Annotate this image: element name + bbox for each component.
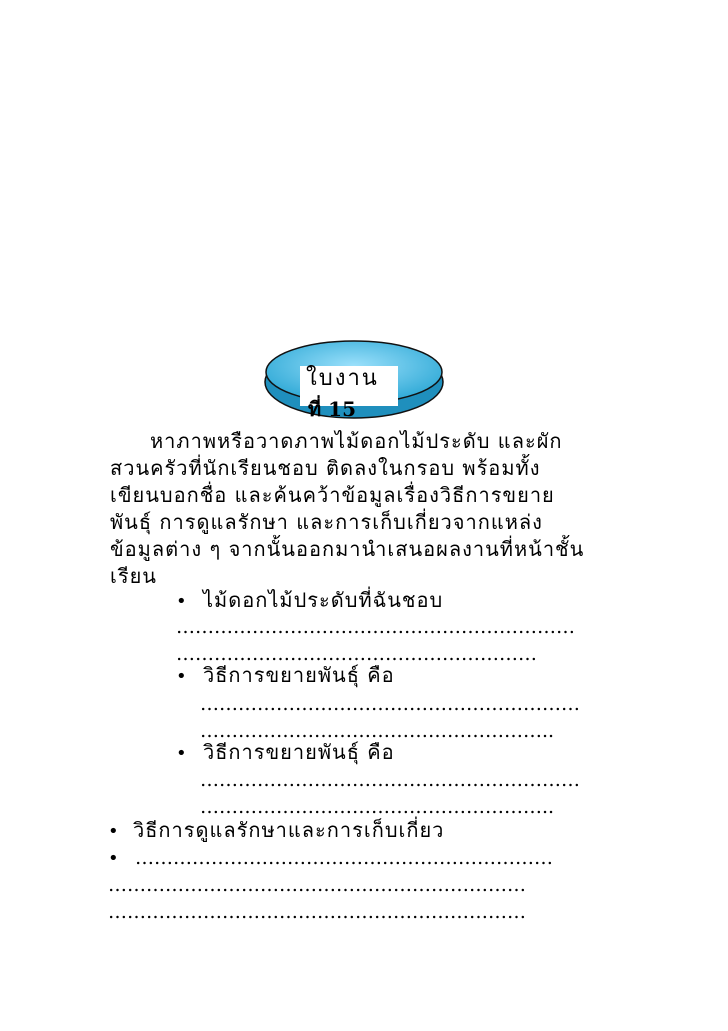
answer-line[interactable]: ……………………………………………….. [200,720,555,742]
item-label: ไม้ดอกไม้ประดับที่ฉันชอบ [202,588,444,612]
instruction-line: พันธุ์ การดูแลรักษา และการเก็บเกี่ยวจากแหล่ง [110,510,543,534]
list-item-favorite-plant [176,587,443,615]
answer-line[interactable]: ………………………………………………………… [108,874,526,896]
answer-line[interactable]: ………………………………………………………… [134,847,553,869]
list-item-answer [108,844,553,872]
bullet-icon: • [176,591,188,612]
item-label: วิธีการขยายพันธุ์ คือ [202,663,395,687]
answer-line[interactable]: …………………………………………………… [200,693,580,715]
instruction-line: เรียน [110,564,157,588]
answer-line[interactable]: …………………………………………………… [200,769,580,791]
item-label: วิธีการขยายพันธุ์ คือ [202,740,395,764]
instruction-line: หาภาพหรือวาดภาพไม้ดอกไม้ประดับ และผัก [150,429,563,453]
answer-line[interactable]: ………………………………………………… [176,643,537,665]
worksheet-title: ใบงาน [300,366,398,406]
worksheet-number: ที่ 15 [308,397,356,421]
instruction-line: สวนครัวที่นักเรียนชอบ ติดลงในกรอบ พร้อมทั้ง [110,456,541,480]
answer-line[interactable]: ……………………………………………………… [176,616,575,638]
bullet-icon: • [176,666,188,687]
answer-line[interactable]: ……………………………………………….. [200,796,555,818]
instruction-line: เขียนบอกชื่อ และค้นคว้าข้อมูลเรื่องวิธีการขยาย [110,483,555,507]
bullet-icon: • [108,821,120,842]
instructions-paragraph [110,428,650,590]
bullet-icon: • [108,848,120,869]
bullet-icon: • [176,743,188,764]
list-item-propagation [176,662,395,690]
instruction-line: ข้อมูลต่าง ๆ จากนั้นออกมานำเสนอผลงานที่หน้าชั้น [110,537,585,561]
list-item-propagation-2 [176,739,395,767]
list-item-care-harvest [108,817,444,845]
item-label: วิธีการดูแลรักษาและการเก็บเกี่ยว [132,818,445,842]
answer-line[interactable]: ………………………………………………………… [108,901,526,923]
